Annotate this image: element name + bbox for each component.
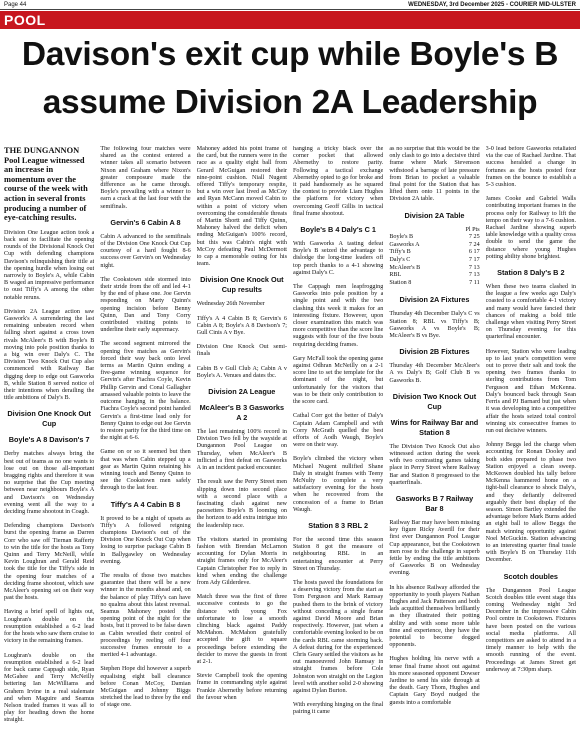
paragraph: Derby matches always bring the best out of teams as no one wants to lose out on those all-important bragging rights and therefore it was no surprise that the Cup meeting between near neighbours Boyle's A and Davison's on Wednesday evening went all the way to a deciding frame shootout in Coagh. — [4, 451, 95, 516]
stats-cell: 7 17 — [468, 257, 480, 263]
paragraph: With everything hinging on the final pairing it came — [293, 702, 384, 716]
paragraph: Cathal Corr got the better of Daly's Captain Adam Campbell and with Corry McGrath quelled the best efforts of Aodh Waugh, Boyle's were on their way. — [293, 413, 384, 449]
team-name-cell: Boyle's B — [389, 234, 414, 241]
paragraph: Loughran's double on the resumption established a 6-2 lead for back came Cappagh side, Ryan McGahee and Terry McNeilly bettering Ian McWilliams and Grahem Irvine in a real stalemate and when Maguire and Seamus Nelson traded frames it was all to play for heading down the home straight. — [4, 652, 95, 724]
paragraph: The following four matches were shared as the contest entered a winner takes all scenario between Nixon and Graham where Nixon's greater composure made the difference as he came through. Boyle's prevailing with a winner to earn a crack at the last four with the semifinals. — [100, 146, 191, 210]
paragraph: hanging a tricky black over the corner pocket that allowed Abernethy to restore parity. Following a tactical exchange Abernethy opted to go for broke and it paid handsomely as he squared the contest to provide Liam Hughes the platform for victory when overcoming Geoff Gillis in tactical final frame shootout. — [293, 146, 384, 217]
article-column — [486, 146, 576, 736]
paragraph: Having a brief spell of lights out, Loughran's double on the resumption established a 6-2 lead for the hosts who saw them cruise to victory in the remaining frames. — [4, 609, 95, 645]
paragraph: Division One Knock Out semi-finals — [196, 344, 287, 358]
article-column — [100, 146, 190, 736]
stats-cell: 7 11 — [469, 279, 480, 286]
subheading: Division 2A Fixtures — [399, 295, 470, 305]
article-column — [4, 146, 94, 736]
paragraph: Tiffy's A 4 Cabin B 8; Gervin's 6 Cabin A 8; Boyle's A 8 Davison's 7; Gull Cinis A v Bye. — [196, 315, 287, 337]
subheading: McAleer's B 3 Gasworks A 2 — [199, 403, 285, 423]
paragraph: Division One League action took a back seat to facilitate the opening rounds of the Divisional Knock Out Cup with defending champions Davison's relinquishing their title at the opening hurdle when losing out narrowly to Boyle's A, while Cabin B waged an impressive performance to oust Tiffy's A among the other notable reruns. — [4, 229, 95, 301]
table-row — [389, 257, 479, 265]
team-name-cell: Tiffy's B — [389, 249, 411, 256]
paragraph: Match three was the first of three successive contests to go the distance with young Fox unfortunate to lose a smooth clinching black against Paddy McMahon. McMahon gratefully accepted the gift to square proceedings before extending the decider to move the guests in front at 2-1. — [196, 594, 287, 665]
section-label: POOL — [4, 12, 46, 28]
paragraph: Game on or so it seemed but then that was when Cabin stepped up a gear as Martin Quinn retaining his winning touch and Benny Quinn to see the Cookstown men safely through to the last four. — [100, 449, 191, 492]
table-row — [389, 280, 479, 288]
subheading: Boyle's B 4 Daly's C 1 — [300, 225, 376, 235]
paragraph: Johnny Beggs led the charge when accounting for Ronan Dooley and both sides prepared to phase two Station enjoyed a clean sweep. McKeown doubled his tally before McKenna hammered home on a tight-ball clearance to shock Daly's, and they defiantly delivered arguably their best display of the season. Simon Bartley extended the advantage before Mark Burns added an eight ball to allow Beggs the match winning opportunity against Noel McGuckin. Station advancing to an interesting quarter final tussle with Boyle's B on Thursday 11th December. — [485, 442, 576, 564]
stats-cell: 6 17 — [468, 249, 480, 256]
subheading: Scotch doubles — [503, 571, 558, 581]
paragraph: Division 2A League action saw Gaswork's A surrendering the last remaining unbeaten record when falling short against a cross town rivals McAleer's B with Boyle's B moving into pole position thanks to a big win over Daly's C. The Division Two Knock Out Cup also commenced with Railway Bar digging deep to edge out Gasworks B, while Station 8 served notice of their intentions when derailing the title ambitions of Daly's B. — [4, 308, 95, 402]
section-bar — [0, 11, 580, 29]
subheading: Division 2A Table — [404, 210, 465, 220]
paragraph: When these two teams clashed in the league a few weeks ago Daly's coasted to a comfortable 4-1 victory and many would have fancied their chances of making a bold title challenge when visiting Perry Street on Thursday evening for this quarterfinal encounter. — [485, 284, 576, 341]
stats-cell: 7 24 — [468, 241, 480, 248]
article-body — [4, 146, 576, 736]
subheading: Tiffy's A 4 Cabin B 8 — [110, 499, 181, 509]
paragraph: With Gasworks A tasting defeat Boyle's B seized the advantage to dislodge the long-time leaders off top perch thanks to a 4-1 showing against Daly's C. — [293, 241, 384, 276]
paragraph: Cabin B v Gull Club A; Cabin A v Boyle's A. Venues and dates tbc. — [196, 365, 287, 379]
paragraph: Railway Bar may have been missing key figure Ricky Averill for their first ever Dungannon Pool League Cup appearance, but the Cookstown men rose to the challenge in superb fettle by ending the title ambitions of Gasworks B on Wednesday evening. — [389, 520, 480, 577]
paragraph: The second segment mirrored the opening five matches as Gervin's forced their way back onto level terms as Martin Quinn ending a five-game winning sequence for Gervin's after Fiachra Coyle, Kevin Phillip Gervin and Conal Gallagher amassed valuable points to leave the outcome hanging in the balance. Fiachra Coyle's second point handed Gervin's a first-time lead only for Benny Quinn to edge out Joe Gervin to restore parity for the third time on the night at 6-6. — [100, 341, 191, 442]
paragraph: The results of those two matches guarantee that there will be a new winner in the months ahead and, on the balance of play Tiffy's can have no qualms about this latest reversal. Seamus Mahoney posted the opening point of the night for the hosts, but it proved to be false dawn as Cabin wrestled their control of proceedings by reeling off four successive frames enroute to a merited 4-1 advantage. — [100, 572, 191, 659]
paragraph: 3-0 lead before Gasworks retaliated via the cue of Rachael Jardine. That success heralded a change in fortunes as the hosts posted four frames on the bounce to establish a 5-3 cushion. — [485, 146, 576, 189]
table-row — [389, 234, 479, 242]
table-header-cell: Pl Pts — [465, 226, 480, 233]
article-column — [293, 146, 383, 736]
article-column — [197, 146, 287, 736]
team-name-cell: Station 8 — [389, 279, 412, 286]
paragraph: It proved to be a night of upsets as Tiffy's A followed reigning champions Davison's out of the Division One Knock Out Cup when losing to surprise package Cabin B in Ballygawley on Wednesday evening. — [100, 515, 191, 565]
table-header-cell — [389, 227, 451, 235]
article-column — [389, 146, 479, 736]
paragraph: For the second time this season Station 8 got the measure of neighbouring RBL in an entertaining encounter at Perry Street on Thursday. — [293, 536, 384, 572]
table-row — [389, 272, 479, 280]
page-number: Page 44 — [4, 2, 27, 8]
paragraph: The result saw the Perry Street men slipping down into second place with a second place with a fascinating clash against new pacesetters Boyle's B looming on the horizon to add extra intrigue into the leadership race. — [196, 479, 287, 529]
paragraph: The Cappagh men leapfrogging Gasworks into pole position by a single point and with the two clashing this week it makes for an interesting fixture. However, upon closer examination this match was more competitive than the score line suggests with four of the five bouts requiring deciding frames. — [293, 284, 384, 348]
paragraph: The hosts paved the foundations for a deserving victory from the start as Tom Ferguson and Mark Ramsay pushed them to the brink of victory without conceding a single frame against David Moore and Brian respectively. However, just when a comfortable evening looked to be on the cards RBL came storming back. A defeat during for the experienced Chris Geary settled the visitors as he out manoeuvred John Ramsay in straight frames before Cole Johnston won straight on the Legion level with another solid 2-0 showing against Dylan Burton. — [293, 579, 384, 694]
subheading: Gervin's 6 Cabin A 8 — [110, 217, 181, 227]
subheading: Division Two Knock Out Cup — [392, 391, 477, 411]
paragraph: The last remaining 100% record in Division Two fell by the wayside at Dungannon Pool League on Thursday, when McAleer's B inflicted a first defeat on Gasworks A in an incident packed encounter. — [196, 429, 287, 472]
paragraph: The Dungannon Pool League Scotch doubles title event stage this coming Wednesday night 3rd December in the impressive Cabin Pool centre in Cookstown. Fixtures have been posted on the various social media platforms. All competitors are asked to attend in a timely manner to help with the smooth running of the event. Proceedings at James Street get underway at 7:30pm sharp. — [485, 587, 576, 673]
team-name-cell: Gasworks A — [389, 241, 420, 248]
paragraph: Hughes holding his nerve with a tense final frame shoot out against his more seasoned opponent Dowser Jardine to send his side through at the death. Gary Thom, Hughes and Captain Gary Boyd nudged the guests into a comfortable — [389, 656, 480, 706]
paragraph: Cabin A advanced to the semifinals of the Division One Knock Out Cup courtesy of a hard fought 8-6 success over Gervin's on Wednesday night. — [100, 233, 191, 269]
lead-paragraph: THE DUNGANNON Pool League witnessed an increase in momentum over the course of the week with action in several fronts producing a number of eye-catching results. — [4, 146, 88, 223]
league-table-header — [389, 227, 479, 235]
paragraph: Thursday 4th December Daly's C vs Station 8; RBL vs Tiffy's B; Gasworks A vs Boyle's B; McAleer's B vs Bye. — [389, 311, 480, 339]
paragraph: James Cooke and Gabriel Walls contributing important frames in the process only for Railway to lift the tempo on their way to a 7-6 cushion. Rachael Jardine showing superb table knowledge with a quality cross double to send the game the distance where young Hughes potting ability shone brightest. — [485, 196, 576, 260]
stats-cell: 7 13 — [468, 272, 480, 279]
team-name-cell: RBL — [389, 272, 402, 279]
paragraph: Gary McFall took the opening game against Odhran McNeilly on a 2-1 score line to set the template for the dominant of the night, but unfortunately for the visitors that was to be their only contribution to the score card. — [293, 355, 384, 406]
stats-cell: 7 13 — [468, 264, 480, 271]
paragraph: The Cookstown side stormed into their stride from the off and led 4-1 by the end of phase one. Joe Gervin responding on Marty Quinn's opening incision before Benny Quinn, Dan and Tony Corry contributed visiting points to underline their early supremacy. — [100, 276, 191, 334]
subheading: Division One Knock Out Cup results — [200, 275, 284, 295]
subheading: Station 8 3 RBL 2 — [308, 520, 369, 530]
paragraph: Thursday 4th December McAleer's A vs Daly's B; Golf Club B vs Gasworks B. — [389, 363, 480, 384]
league-table — [389, 227, 479, 288]
paragraph: as no surprise that this would be the only clash to go into a decisive third frame where Mark Stevenson withstood a barrage of late pressure from Brian to pocket a valuable final point for the Station that has lifted them onto 11 points in the Division 2A table. — [389, 146, 480, 203]
subheading: Wins for Railway Bar and Station 8 — [390, 417, 479, 437]
paragraph: Defending champions Davison's burst the opening frame as Darren Corr who saw off Tiernan Rafferty to win the title for the hosts as Tony Quinn and Terry McNeill, while Kevin Loughran and Gerald Reid took the title for the Tiffy's side in the opening four matches of a deciding frame shootout, which saw McAleer's opening set on their way past the hosts. — [4, 523, 95, 602]
subheading: Division 2A League — [208, 387, 276, 397]
subheading: Station 8 Daly's B 2 — [497, 268, 565, 278]
paragraph: Wednesday 26th November — [196, 301, 265, 308]
paragraph: Boyle's climbed the victory when Michael Nugent nullified Shane Daly in straight frames with Teeny McNulty to complete a very satisfactory evening for the hosts when he recovered from the concession of a frame to Brian Waugh. — [293, 456, 384, 513]
subheading: Boyle's A 8 Davison's 7 — [8, 435, 90, 445]
team-name-cell: McAleer's B — [389, 264, 421, 271]
table-row — [389, 249, 479, 257]
subheading: Division 2B Fixtures — [399, 347, 470, 357]
paragraph: The visitors started in promising fashion with Brendan McLarnon accounting for Dylan Morris in straight frames only for McAleer's Captain Christopher Fee to reply in kind when ending the challenge from Ady Gilderdeve. — [196, 536, 287, 586]
table-row — [389, 265, 479, 273]
publication-date: WEDNESDAY, 3rd December 2025 - COURIER MID-ULSTER — [408, 2, 576, 8]
headline: Davison's exit cup while Boyle's B assume Division 2A Leadership — [21, 36, 559, 121]
stats-cell: 7 25 — [468, 234, 480, 241]
team-name-cell: Daly's C — [389, 257, 411, 263]
paragraph: However, Station who were leading up to last year's competition were out to prove their salt and took the opening two frames thanks to sterling contributions from Tom Ferguson and Ethan McKenna. Daly's bounced back through Sean Ferris and PJ Barnard but just when it was developing into a competitive affair the hosts seized total control winning six consecutive frames to run out decisive winners. — [485, 348, 576, 434]
page-header — [0, 0, 580, 10]
subheading: Gasworks B 7 Railway Bar 8 — [395, 494, 474, 514]
subheading: Division One Knock Out Cup — [7, 409, 91, 429]
paragraph: Stephen Hope did however a superb equalising eight ball clearance before Conan McCoy, Damian McGuigan and Johnny Biggs stretched the lead to three by the end of stage one. — [100, 666, 191, 709]
paragraph: Mahoney added his point frame of the card, but the runners were in the race as a quality eight ball from Gerard McGuigan restored their nine-point cushion. Niall Nugent offered Tiffy's temporary respite, but a win over last lived as McCoy and Ryan McCann moved Cabin to within a point of victory when overcoming the considerable threats of Martin Shortt and Tiffy Quinn, Mahoney halved the deficit when ending McGuigan's 100% record, but this was Cabin's night with McCoy defeating Paul McDermott to cap a memorable outing for his team. — [196, 146, 287, 268]
paragraph: In his absence Railway afforded the opportunity to youth players Nathan Hughes and Jack Patterson and both lads acquitted themselves brilliantly as they illustrated their potting ability and with some more table time and experience, they have the potential to become dogged opponents. — [389, 584, 480, 649]
paragraph: The Division Two Knock Out also witnessed action during the week with two contrasting games taking place in Perry Street where Railway Bar and Station 8 progressed to the quarterfinals. — [389, 443, 480, 486]
paragraph: Stevie Campbell took the opening frame in commanding style against Frankie Abernethy before returning the favour when — [196, 673, 287, 701]
